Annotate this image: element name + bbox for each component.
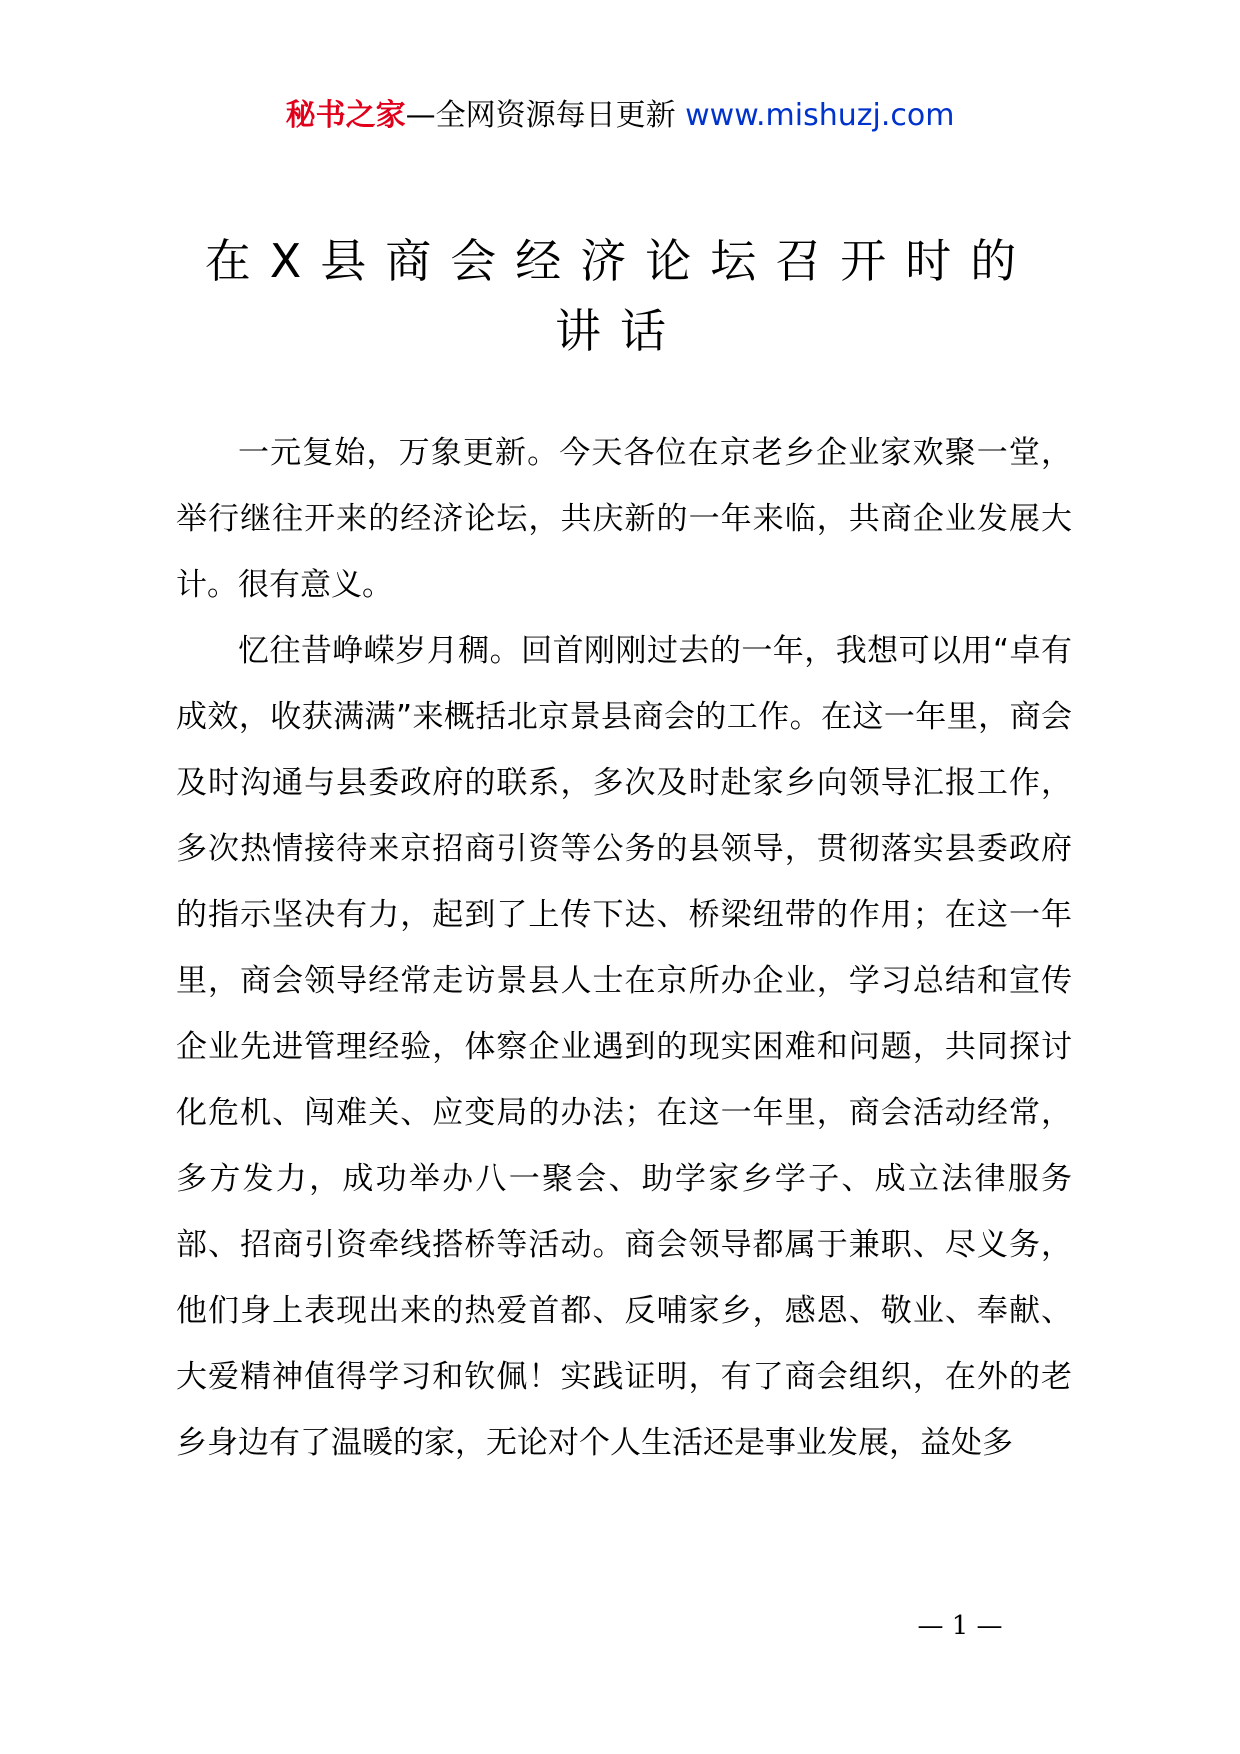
document-title <box>0 226 1240 366</box>
site-brand: 秘书之家 <box>285 98 406 133</box>
body-paragraph-1: 一元复始，万象更新。今天各位在京老乡企业家欢聚一堂，举行继往开来的经济论坛，共庆新的一年来临，共商企业发展大计。很有意义。 <box>176 435 1072 603</box>
site-url-link[interactable]: www.mishuzj.com <box>685 98 955 133</box>
page-number: — 1 — <box>917 1611 1003 1641</box>
site-tagline: —全网资源每日更新 <box>405 98 676 133</box>
body-paragraph-2: 忆往昔峥嵘岁月稠。回首刚刚过去的一年，我想可以用“卓有成效，收获满满”来概括北京景县商会的工作。在这一年里，商会及时沟通与县委政府的联系，多次及时赴家乡向领导汇报工作，多次热情接待来京招商引资等公务的县领导，贯彻落实县委政府的指示坚决有力，起到了上传下达、桥梁纽带的作用；在这一年里，商会领导经常走访景县人士在京所办企业，学习总结和宣传企业先进管理经验，体察企业遇到的现实困难和问题，共同探讨化危机、闯难关、应变局的办法；在这一年里，商会活动经常，多方发力，成功举办八一聚会、助学家乡学子、成立法律服务部、招商引资牵线搭桥等活动。商会领导都属于兼职、尽义务，他们身上表现出来的热爱首都、反哺家乡，感恩、敬业、奉献、大爱精神值得学习和钦佩！实践证明，有了商会组织，在外的老乡身边有了温暖的家，无论对个人生活还是事业发展，益处多 <box>176 633 1072 1461</box>
document-body <box>176 420 1072 1476</box>
site-header <box>0 96 1240 136</box>
title-line-2: 讲话 <box>555 304 685 358</box>
title-line-1: 在X县商会经济论坛召开时的 <box>204 234 1036 288</box>
